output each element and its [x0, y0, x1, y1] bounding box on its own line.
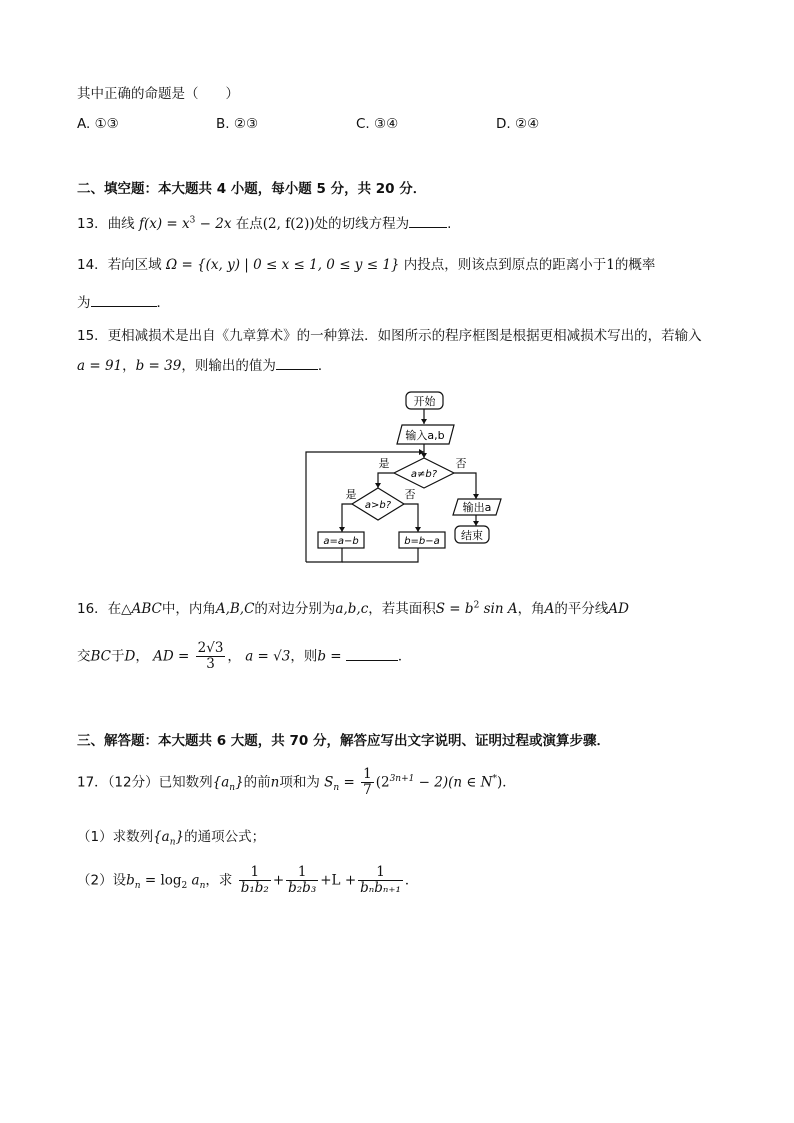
q17-star: * [492, 774, 497, 784]
q17-end: ． [502, 774, 516, 791]
q16-ad-eq: AD = [153, 648, 190, 665]
q15-answer-blank[interactable] [276, 369, 318, 370]
q17-sum-frac-3-num: 1 [358, 865, 403, 881]
q16-b-eq: b = [317, 648, 342, 665]
q16-ad: AD [608, 601, 629, 617]
question-15-line2 [77, 354, 331, 374]
question-17-part2 [77, 865, 418, 896]
q14-post2: 的概率 [614, 257, 656, 273]
q17-dots: L [331, 872, 341, 889]
q14-line2: 为 [77, 295, 91, 311]
q16-fraction [196, 641, 226, 672]
q17-exp: 3n+1 [389, 774, 415, 784]
q17-part1-sub: n [169, 837, 176, 848]
q17-part1-label: （1） [77, 829, 113, 845]
question-17 [77, 767, 516, 798]
flow-input-label: 输入a,b [405, 429, 445, 442]
flow-cond1-label: a≠b? [410, 469, 438, 480]
q17-bn-eq: = log [140, 872, 182, 889]
q17-log-sub: 2 [181, 881, 188, 892]
q13-answer-blank[interactable] [409, 227, 447, 228]
q15-b-value: b = 39 [135, 358, 182, 374]
q13-func-tail: − 2x [195, 216, 232, 232]
q13-pre: 曲线 [107, 216, 135, 232]
q17-number: 17． [77, 774, 108, 791]
q17-part1-close: } [175, 829, 185, 845]
q17-part2-mid: ，求 [205, 872, 233, 889]
q15-sep: ， [122, 358, 136, 374]
flow-output-label: 输出a [462, 501, 492, 514]
section2-heading: 二、填空题：本大题共 4 小题，每小题 5 分，共 20 分． [77, 181, 427, 197]
question-17-part1 [77, 825, 265, 848]
q13-exp: 3 [189, 215, 196, 226]
flow-yes2-label: 是 [345, 488, 357, 501]
q17-eq: = [339, 774, 360, 791]
q16-sides: a,b,c [335, 601, 369, 617]
q16-t2: 的对边分别为 [254, 601, 336, 617]
q14-one: 1 [606, 257, 615, 273]
q14-post: 内投点，则该点到原点的距离小于 [403, 257, 607, 273]
question-13 [77, 212, 451, 232]
q16-l2-t1: 于 [111, 648, 125, 665]
q13-end: . [447, 216, 452, 232]
q17-sum-frac-3 [358, 865, 403, 896]
q16-l2-pre: 交 [77, 648, 91, 665]
q17-part1-tail: 的通项公式； [184, 829, 266, 845]
q16-l2-sep2: ， [227, 648, 241, 665]
q17-t3: 项和为 [279, 774, 320, 791]
q16-d: D [124, 648, 136, 665]
q17-score: （12分） [107, 774, 159, 791]
flow-yes1-label: 是 [378, 457, 390, 470]
q12-tail: 其中正确的命题是（ ） [77, 86, 239, 102]
q17-sum-frac-1 [239, 865, 271, 896]
q17-sum-frac-3-den: bₙbₙ₊₁ [360, 880, 401, 896]
q13-func: f(x) = x [138, 216, 190, 232]
q16-area: S = b [435, 601, 474, 617]
question-15 [77, 324, 702, 344]
q17-part2-end: ． [404, 872, 419, 889]
q16-t1: 中，内角 [161, 601, 216, 617]
flowchart [296, 386, 526, 570]
q17-close: ) [496, 774, 503, 791]
q14-pre: 若向区域 [107, 257, 162, 273]
q17-sum-frac-2 [286, 865, 318, 896]
q16-t3: ，若其面积 [368, 601, 436, 617]
q15-a-value: a = 91 [77, 358, 123, 374]
q17-sn: S [324, 774, 334, 791]
q17-frac-num: 1 [363, 766, 372, 782]
flow-no1-label: 否 [455, 457, 467, 470]
q17-fraction [361, 767, 374, 798]
q17-paren: (2 [375, 774, 390, 791]
q17-frac-den: 7 [363, 782, 372, 798]
q17-t1: 已知数列 [158, 774, 213, 791]
q17-n: n [270, 774, 280, 791]
q17-plus-3: + [344, 872, 357, 889]
q17-sum-frac-2-num: 1 [286, 865, 318, 881]
q17-sn-sub: n [333, 783, 340, 794]
q17-sum-frac-1-den: b₁b₂ [240, 880, 269, 896]
q16-area-tail: sin A [483, 601, 518, 617]
flow-end-label: 结束 [461, 529, 483, 542]
option-a[interactable]: A. ①③ [77, 116, 119, 132]
q17-sum-frac-1-num: 1 [239, 865, 271, 881]
q17-bn: b [126, 872, 135, 889]
q17-bn-sub: n [134, 881, 141, 892]
q17-part1-seq: {a [153, 829, 170, 845]
question-14 [77, 253, 655, 273]
question-16-line2 [77, 641, 411, 672]
section3-heading: 三、解答题：本大题共 6 大题，共 70 分，解答应写出文字说明、证明过程或演算步骤． [77, 733, 610, 749]
option-b[interactable]: B. ②③ [216, 116, 259, 132]
q14-end: ． [156, 295, 170, 311]
flow-left-label: a=a−b [323, 536, 359, 547]
q16-number: 16． [77, 601, 108, 617]
q16-abc: ABC [131, 601, 162, 617]
option-d[interactable]: D. ②④ [496, 116, 540, 132]
q17-plus-2: + [320, 872, 332, 889]
q17-seq-close: } [235, 774, 244, 791]
q13-number: 13． [77, 216, 108, 232]
q17-an: a [187, 872, 200, 889]
q13-point: (2, f(2)) [262, 216, 315, 232]
q15-tail: ，则输出的值为 [181, 358, 276, 374]
q17-t2: 的前 [243, 774, 271, 791]
q13-post: 处的切线方程为 [314, 216, 410, 232]
q15-text: 更相减损术是出自《九章算术》的一种算法．如图所示的程序框图是根据更相减损术写出的，若输入 [107, 328, 702, 344]
flow-cond2-label: a>b? [364, 500, 392, 511]
flow-right-label: b=b−a [404, 536, 440, 547]
q16-end: ． [397, 648, 412, 665]
q17-paren-tail: − 2)(n ∈ N [414, 774, 493, 791]
flow-no2-label: 否 [404, 488, 416, 501]
q17-sum-frac-2-den: b₂b₃ [288, 880, 317, 896]
q17-part2-label: （2） [77, 872, 113, 889]
q17-seq: {a [212, 774, 230, 791]
q17-part1-text: 求数列 [112, 829, 154, 845]
q16-answer-blank[interactable] [346, 660, 398, 661]
q16-frac-den: 3 [206, 656, 215, 672]
question-16 [77, 597, 629, 617]
q17-plus-1: + [272, 872, 285, 889]
q16-t5: 的平分线 [554, 601, 609, 617]
q14-number: 14． [77, 257, 108, 273]
q16-bc: BC [90, 648, 112, 665]
q16-pre: 在△ [107, 601, 132, 617]
q16-l2-sep: ， [135, 648, 149, 665]
q14-answer-blank[interactable] [91, 306, 157, 307]
q16-a-eq: a = √3 [245, 648, 291, 665]
q16-frac-num: 2√3 [197, 640, 224, 656]
flow-start-label: 开始 [413, 395, 436, 408]
q16-angle-a: A [544, 601, 555, 617]
q16-l2-t2: ，则 [290, 648, 318, 665]
q17-part2-text: 设 [112, 872, 127, 889]
q17-seq-sub: n [229, 783, 236, 794]
q16-angles: A,B,C [215, 601, 255, 617]
q16-area-exp: 2 [473, 600, 480, 611]
question-14-line2 [77, 291, 170, 311]
q16-t4: ，角 [517, 601, 545, 617]
q14-region: Ω = {(x, y) | 0 ≤ x ≤ 1, 0 ≤ y ≤ 1} [165, 257, 400, 273]
q15-number: 15． [77, 328, 108, 344]
q13-mid: 在点 [235, 216, 263, 232]
q15-end: ． [317, 358, 332, 374]
q17-an-sub: n [199, 881, 206, 892]
option-c[interactable]: C. ③④ [356, 116, 399, 132]
